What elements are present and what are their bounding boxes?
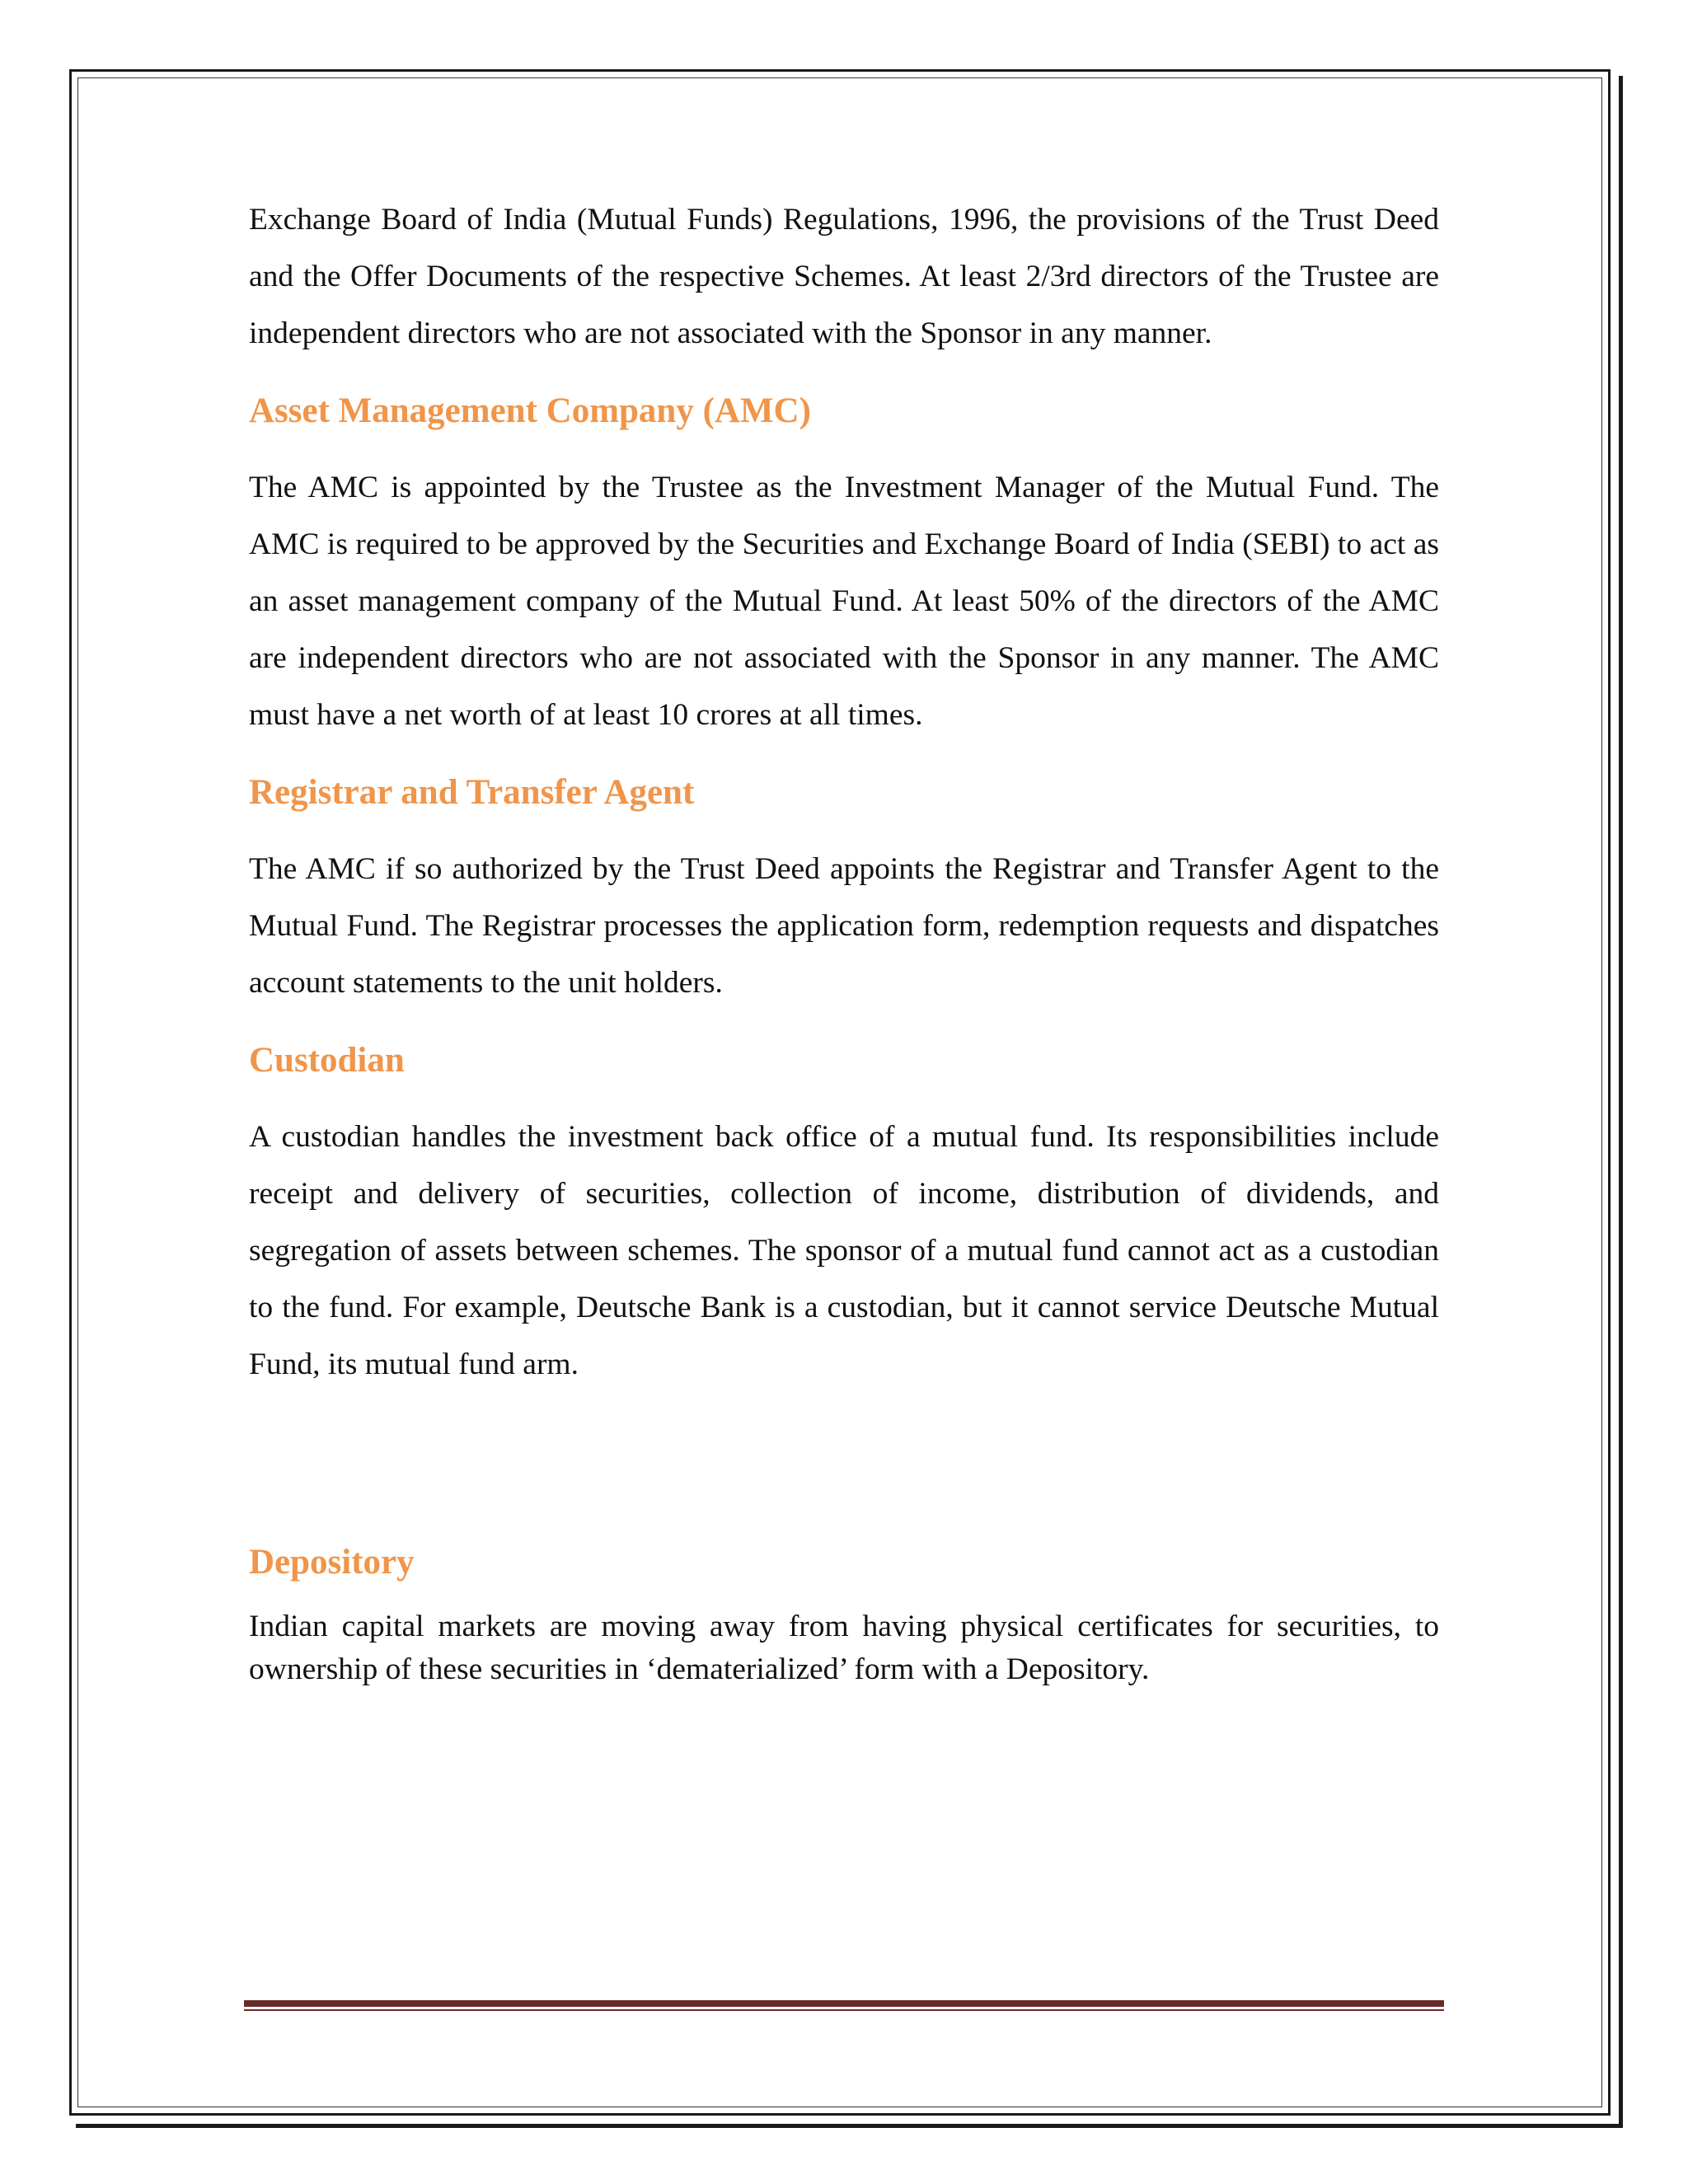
intro-paragraph: Exchange Board of India (Mutual Funds) Regulations, 1996, the provisions of the Trust Deed and the Offer Documents of the respective Schemes. At least 2/3rd directors of the Trustee are independent directors who are not associated with the Sponsor in any manner. — [249, 203, 1439, 350]
footer-rule — [244, 2000, 1444, 2007]
section-heading-depository: Depository — [249, 1543, 415, 1582]
section-heading-custodian: Custodian — [249, 1041, 405, 1080]
section-body-registrar: The AMC if so authorized by the Trust Deed appoints the Registrar and Transfer Agent to the Mutual Fund. The Registrar processes the application form, redemption requests and dispatches account statements to the unit holders. — [249, 852, 1439, 1000]
section-body-depository: Indian capital markets are moving away from having physical certificates for securities, to ownership of these securities in ‘dematerialized’ form with a Depository. — [249, 1610, 1439, 1686]
section-heading-registrar: Registrar and Transfer Agent — [249, 773, 695, 812]
section-heading-amc: Asset Management Company (AMC) — [249, 391, 811, 430]
section-body-amc: The AMC is appointed by the Trustee as the Investment Manager of the Mutual Fund. The AMC is required to be approved by the Securities and Exchange Board of India (SEBI) to act as an asset management company of the Mutual Fund. At least 50% of the directors of the AMC are independent directors who are not associated with the Sponsor in any manner. The AMC must have a net worth of at least 10 crores at all times. — [249, 471, 1439, 732]
page-content — [249, 191, 1439, 1691]
section-body-custodian: A custodian handles the investment back office of a mutual fund. Its responsibilities include receipt and delivery of securities, collection of income, distribution of dividends, and segregation of assets between schemes. The sponsor of a mutual fund cannot act as a custodian to the fund. For example, Deutsche Bank is a custodian, but it cannot service Deutsche Mutual Fund, its mutual fund arm. — [249, 1120, 1439, 1381]
footer-rule-thin — [244, 2009, 1444, 2011]
